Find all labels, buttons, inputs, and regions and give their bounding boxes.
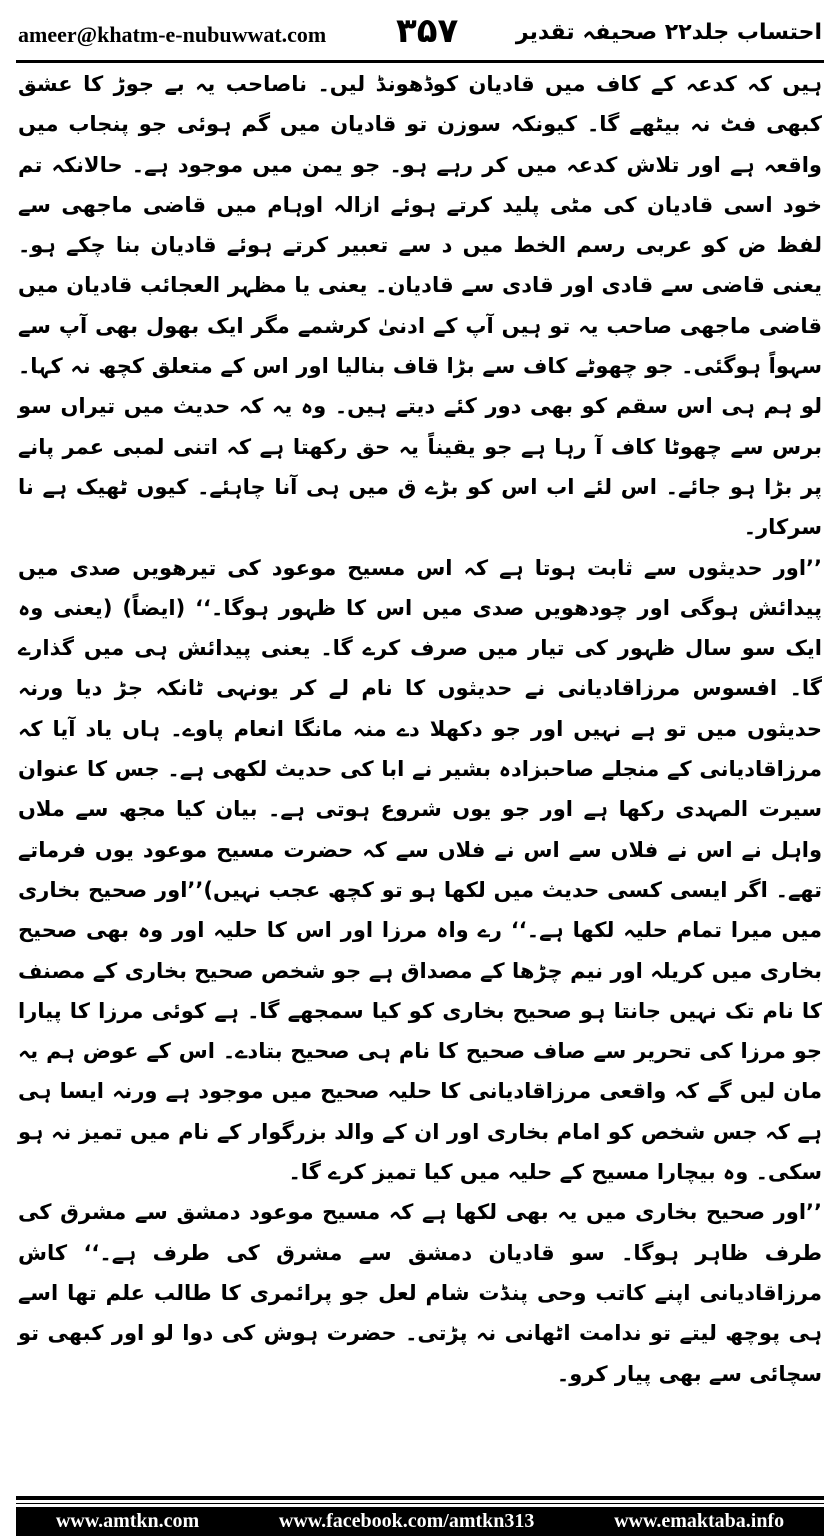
footer-rule-thin bbox=[16, 1503, 824, 1504]
paragraph-2: ’’اور حدیثوں سے ثابت ہوتا ہے کہ اس مسیح موعود کی تیرھویں صدی میں پیدائش ہوگی اور چودھویں صدی میں اس کا ظہور ہوگا۔‘‘ (ایضاً) (یعنی وہ ایک سو سال ظہور کی تیار میں صرف کرے گا۔ یعنی پیدائش ہی میں گذارے گا۔ افسوس مرزاقادیانی نے حدیثوں کا نام لے کر یونہی ٹانکہ جڑ دیا ورنہ حدیثوں میں تو ہے نہیں اور جو دکھلا دے منہ مانگا انعام پاوے۔ ہاں یاد آیا کہ مرزاقادیانی کے منجلے صاحبزادہ بشیر نے ابا کی حدیث لکھی ہے۔ جس کا عنوان سیرت المہدی رکھا ہے اور جو یوں شروع ہوتی ہے۔ بیان کیا مجھ سے ملاں واہل نے اس نے فلاں سے اس نے فلاں سے کہ حضرت مسیح موعود یوں فرماتے تھے۔ اگر ایسی کسی حدیث میں لکھا ہو تو کچھ عجب نہیں)’’اور صحیح بخاری میں میرا تمام حلیہ لکھا ہے۔‘‘ رے واہ مرزا اور اس کا حلیہ اور وہ بھی صحیح بخاری میں کریلہ اور نیم چڑھا کے مصداق ہے جو شخص صحیح بخاری کے مصنف کا نام تک نہیں جانتا ہو صحیح بخاری کو کیا سمجھے گا۔ ہے کوئی مرزا کا پیارا جو مرزا کی تحریر سے صاف صحیح کا نام ہی صحیح بتادے۔ اس کے عوض ہم یہ مان لیں گے کہ واقعی مرزاقادیانی کا حلیہ صحیح میں موجود ہے ورنہ ایسا ہی ہے کہ جس شخص کو امام بخاری اور ان کے والد بزرگوار کے نام میں تمیز نہ ہو سکی۔ وہ بیچارا مسیح کے حلیہ میں کیا تمیز کرے گا۔ bbox=[18, 555, 822, 1185]
page-body bbox=[18, 64, 822, 1394]
header-rule bbox=[16, 60, 824, 63]
page-number: ۳۵۷ bbox=[396, 11, 459, 51]
footer-link-amtkn[interactable]: www.amtkn.com bbox=[55, 1510, 200, 1532]
paragraph-1: ہیں کہ کدعہ کے کاف میں قادیان کوڈھونڈ لیں۔ ناصاحب یہ بے جوڑ کا عشق کبھی فٹ نہ بیٹھے گا۔ کیونکہ سوزن تو قادیان میں گم ہوئی جو پنجاب میں واقعہ ہے اور تلاش کدعہ میں کر رہے ہو۔ جو یمن میں موجود ہے۔ حالانکہ تم خود اسی قادیان کی مٹی پلید کرتے ہوئے ازالہ اوہام میں قاضی ماجھی سے لفظ ض کو عربی رسم الخط میں د سے تعبیر کرتے ہوئے قادیان بنا چکے ہو۔ یعنی قاضی سے قادی اور قادی سے قادیان۔ یعنی یا مظہر العجائب قادیان میں قاضی ماجھی صاحب یہ تو ہیں آپ کے ادنیٰ کرشمے مگر ایک بھول بھی آپ سے سہواً ہوگئی۔ جو چھوٹے کاف سے بڑا قاف بنالیا اور اس کے متعلق کچھ نہ کہا۔ لو ہم ہی اس سقم کو بھی دور کئے دیتے ہیں۔ وہ یہ کہ حدیث میں تیراں سو برس سے چھوٹا کاف آ رہا ہے جو یقیناً یہ حق رکھتا ہے کہ اتنی لمبی عمر پانے پر بڑا ہو جائے۔ اس لئے اب اس کو بڑے ق میں ہی آنا چاہئے۔ کیوں ٹھیک ہے نا سرکار۔ bbox=[18, 72, 822, 540]
paragraph-3: ’’اور صحیح بخاری میں یہ بھی لکھا ہے کہ مسیح موعود دمشق سے مشرق کی طرف ظاہر ہوگا۔ سو قادیان دمشق سے مشرق کی طرف ہے۔‘‘ کاش مرزاقادیانی اپنے کاتب وحی پنڈت شام لعل جو پرائمری کا طالب علم تھا اسے ہی پوچھ لیتے تو ندامت اٹھانی نہ پڑتی۔ حضرت ہوش کی دوا لو اور کبھی تو سچائی سے بھی پیار کرو۔ bbox=[18, 1200, 822, 1386]
footer-rule-thick bbox=[16, 1496, 824, 1500]
page-header bbox=[16, 8, 824, 60]
header-email: ameer@khatm-e-nubuwwat.com bbox=[18, 22, 327, 47]
book-title: احتساب جلد۲۲ صحیفہ تقدیر bbox=[515, 20, 822, 45]
footer-link-emaktaba[interactable]: www.emaktaba.info bbox=[614, 1510, 785, 1532]
footer-link-facebook[interactable]: www.facebook.com/amtkn313 bbox=[278, 1510, 535, 1532]
footer-bar bbox=[16, 1507, 824, 1536]
